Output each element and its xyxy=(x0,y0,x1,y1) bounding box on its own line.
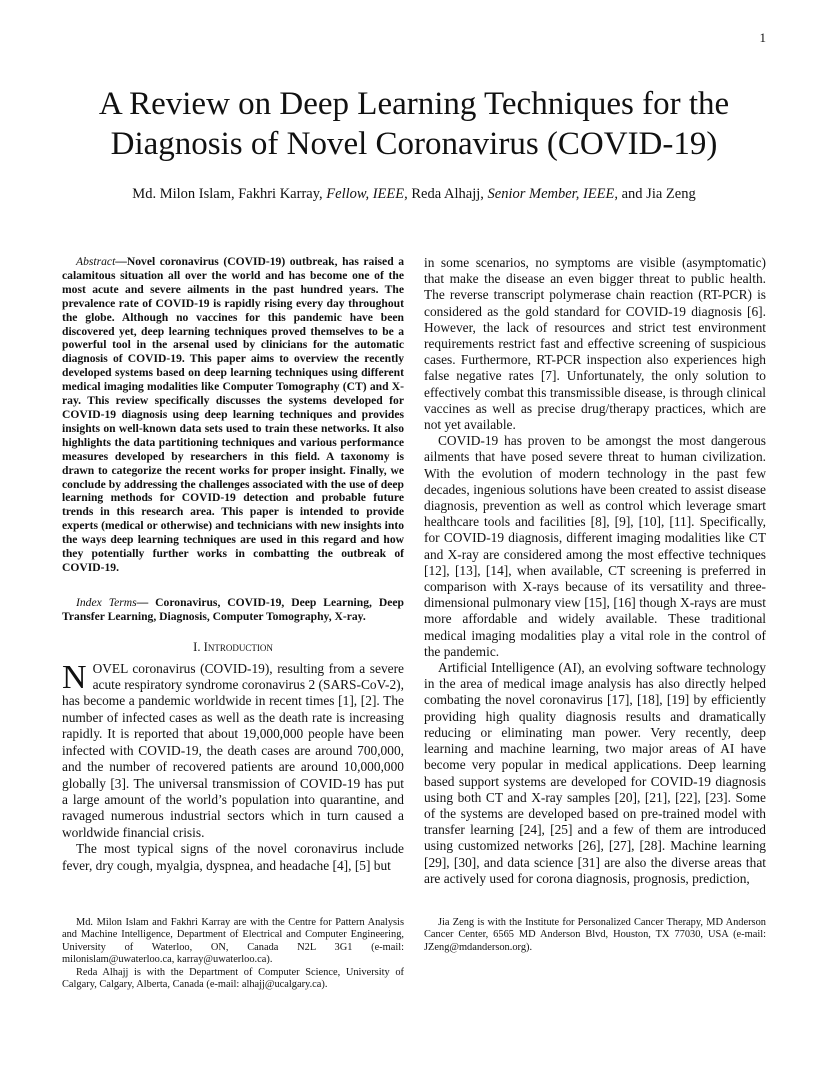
drop-cap: N xyxy=(62,658,87,696)
section-heading-introduction xyxy=(62,639,404,655)
right-column xyxy=(424,255,766,887)
intro-paragraph-1 xyxy=(62,658,404,841)
footnote-zeng: Jia Zeng is with the Institute for Personalized Cancer Therapy, MD Anderson Cancer Center, 6565 MD Anderson Blvd, Houston, TX 77030, USA (e-mail: JZeng@mdanderson.org). xyxy=(424,917,766,953)
index-terms-text: — Coronavirus, COVID-19, Deep Learning, Deep Transfer Learning, Diagnosis, Computer Tomography, X-ray. xyxy=(62,595,404,624)
title-line-2: Diagnosis of Novel Coronavirus (COVID-19) xyxy=(110,126,718,162)
author-grade-senior: Senior Member, IEEE xyxy=(487,186,615,202)
footnote-affiliations-left xyxy=(62,917,404,991)
title-line-1: A Review on Deep Learning Techniques for the xyxy=(98,86,730,122)
index-terms-label: Index Terms xyxy=(76,595,137,609)
intro-paragraph-1-text: OVEL coronavirus (COVID-19), resulting from a severe acute respiratory syndrome coronavirus 2 (SARS-CoV-2), has become a pandemic worldwide in recent times [1], [2]. The number of infected cases as well as the death rate is increasing rapidly. It is reported that about 19,000,000 people have been infected with COVID-19, the death cases are around 700,000, and the number of recovered patients are around 10,000,000 globally [3]. The universal transmission of COVID-19 has put a large amount of the world’s population into quarantine, and ravaged numerous industrial sectors which in turn caused a worldwide financial crisis. xyxy=(62,660,404,840)
intro-paragraph-2-continued: in some scenarios, no symptoms are visible (asymptomatic) that make the disease an even bigger threat to public health. The reverse transcript polymerase chain reaction (RT-PCR) is considered as the gold standard for COVID-19 diagnosis [6]. However, the lack of resources and strict test environment requirements restrict fast and effective screening of suspicious cases. Furthermore, RT-PCR inspection also experiences high false negative rates [7]. Unfortunately, the only solution to effectively combat this transmissible disease, is through clinical vaccines as well as precise drug/therapy practices, which are not yet available. xyxy=(424,255,766,433)
intro-paragraph-2: The most typical signs of the novel coronavirus include fever, dry cough, myalgia, dyspnea, and headache [4], [5] but xyxy=(62,841,404,873)
footnote-alhajj: Reda Alhajj is with the Department of Computer Science, University of Calgary, Calgary, Alberta, Canada (e-mail: alhajj@ucalgary.ca). xyxy=(62,966,404,991)
abstract-text: —Novel coronavirus (COVID-19) outbreak, has raised a calamitous situation all over the world and has become one of the most acute and severe ailments in the past hundred years. The prevalence rate of COVID-19 is rapidly rising every day throughout the globe. Although no vaccines for this pandemic have been discovered yet, deep learning techniques proved themselves to be a powerful tool in the arsenal used by clinicians for the automatic diagnosis of COVID-19. This paper aims to overview the recently developed systems based on deep learning techniques using different medical imaging modalities like Computer Tomography (CT) and X-ray. This review specifically discusses the systems developed for COVID-19 diagnosis using deep learning techniques and provides insights on well-known data sets used to train these networks. It also highlights the data partitioning techniques and various performance measures developed by researchers in this field. A taxonomy is drawn to categorize the recent works for proper insight. Finally, we conclude by addressing the challenges associated with the use of deep learning methods for COVID-19 detection and probable future trends in this research area. This paper is intended to provide experts (medical or otherwise) and technicians with new insights into the ways deep learning techniques are used in this regard and how they potentially further works in combatting the outbreak of COVID-19. xyxy=(62,255,404,574)
section-title: Introduction xyxy=(203,640,273,655)
footnote-islam-karray: Md. Milon Islam and Fakhri Karray are with the Centre for Pattern Analysis and Machine Intelligence, Department of Electrical and Computer Engineering, University of Waterloo, ON, Canada N2L 3G1 (e-mail: milonislam@uwaterloo.ca, karray@uwaterloo.ca). xyxy=(62,917,404,966)
intro-paragraph-3: COVID-19 has proven to be amongst the most dangerous ailments that have posed severe threat to human civilization. With the evolution of modern technology in the past few decades, ingenious solutions have been created to assist disease diagnosis, prevention as well as control which leverage smart healthcare tools and facilities [8], [9], [10], [11]. Specifically, for COVID-19 diagnosis, different imaging modalities like CT and X-ray are considered among the most effective techniques [12], [13], [14], when available, CT screening is preferred in comparison with X-rays because of its versatility and three-dimensional pulmonary view [15], [16] though X-rays are must more affordable and widely available. These traditional medical imaging modalities play a vital role in the control of the pandemic. xyxy=(424,433,766,659)
abstract-label: Abstract xyxy=(76,255,116,268)
page-number: 1 xyxy=(759,30,766,45)
author-names-2: , Reda Alhajj, xyxy=(404,186,488,202)
abstract xyxy=(62,255,404,575)
author-list xyxy=(0,186,828,203)
author-names-1: Md. Milon Islam, Fakhri Karray, xyxy=(132,186,327,202)
section-numeral: I. xyxy=(193,640,204,655)
intro-paragraph-4: Artificial Intelligence (AI), an evolving software technology in the area of medical image analysis has also directly helped combating the novel coronavirus [17], [18], [19] by efficiently providing high quality diagnosis results and dramatically reducing or eliminating man power. Very recently, deep learning and machine learning, two major areas of AI have become very popular in medical applications. Deep learning based support systems are developed for COVID-19 diagnosis using both CT and X-ray samples [20], [21], [22], [23]. Some of the systems are developed based on pre-trained model with transfer learning [24], [25] and a few of them are introduced using customized networks [26], [27], [28]. Machine learning [29], [30], and data science [31] are also the diverse areas that are actively used for corona diagnosis, prognosis, prediction, xyxy=(424,660,766,886)
author-grade-fellow: Fellow, IEEE xyxy=(326,186,405,202)
footnote-affiliations-right xyxy=(424,917,766,954)
author-names-3: , and Jia Zeng xyxy=(614,186,696,202)
left-column xyxy=(62,255,404,874)
index-terms xyxy=(62,596,404,624)
paper-title xyxy=(0,84,828,164)
